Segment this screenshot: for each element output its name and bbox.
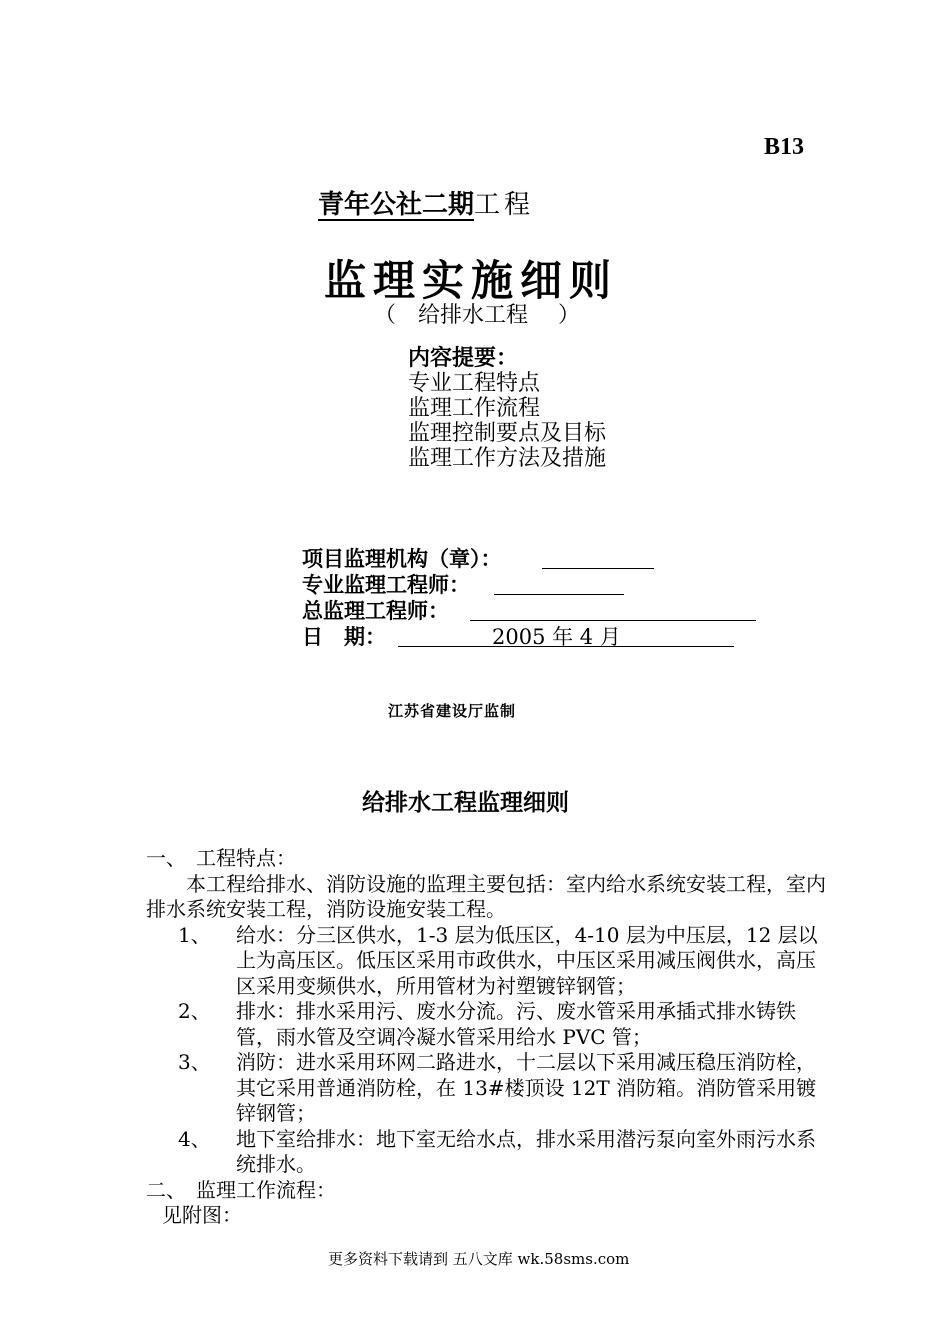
- date-label: 日 期：: [302, 624, 386, 649]
- subtitle-close-paren: ）: [558, 303, 581, 328]
- summary-heading: 内容提要：: [408, 345, 519, 371]
- chief-row: [302, 598, 502, 624]
- specialist-row: [302, 572, 502, 598]
- project-name: 青年公社二期: [318, 190, 475, 220]
- list-item: [146, 1127, 826, 1178]
- section-1-heading: 一、 工程特点：: [146, 846, 296, 870]
- summary-item: 监理控制要点及目标: [408, 421, 607, 446]
- section-title: 给排水工程监理细则: [362, 790, 569, 816]
- list-item-number: 3、: [178, 1050, 211, 1074]
- document-code: B13: [764, 134, 805, 160]
- project-suffix: 工程: [474, 190, 535, 220]
- list-item-number: 2、: [178, 999, 211, 1023]
- date-value: 2005 年 4 月: [492, 625, 621, 649]
- summary-item: 监理工作流程: [408, 396, 541, 421]
- org-label: 项目监理机构（章）：: [302, 546, 502, 571]
- chief-blank-line: [470, 598, 756, 621]
- summary-item: 监理工作方法及措施: [408, 446, 607, 471]
- signature-block: [302, 546, 621, 650]
- document-body: [146, 846, 826, 1229]
- issuer: 江苏省建设厅监制: [388, 702, 517, 720]
- list-item-text: 消防：进水采用环网二路进水，十二层以下采用减压稳压消防栓，其它采用普通消防栓，在 13#楼顶设 12T 消防箱。消防管采用镀锌钢管；: [236, 1050, 817, 1125]
- list-item-number: 4、: [178, 1126, 211, 1151]
- list-item: [146, 923, 826, 1000]
- list-item-number: 1、: [178, 922, 211, 947]
- main-title: 监理实施细则: [324, 256, 619, 305]
- org-row: [302, 546, 502, 572]
- list-item-text: 给水：分三区供水，1-3 层为低压区，4-10 层为中压层，12 层以上为高压区。低压区采用市政供水，中压区采用减压阀供水，高压区采用变频供水，所用管材为衬塑镀锌钢管；: [236, 922, 818, 998]
- section-2-text: 见附图：: [162, 1203, 242, 1227]
- org-blank-line: [542, 546, 654, 569]
- chief-label: 总监理工程师：: [302, 598, 449, 623]
- specialist-blank-line: [494, 572, 624, 595]
- date-row: [302, 624, 621, 650]
- section-2-heading: 二、 监理工作流程：: [146, 1177, 336, 1202]
- project-name-line: [318, 184, 534, 221]
- subtitle-open-paren: （: [374, 303, 397, 328]
- list-item-text: 排水：排水采用污、废水分流。污、废水管采用承插式排水铸铁管，雨水管及空调冷凝水管采用给水 PVC 管；: [236, 999, 796, 1049]
- list-item: [146, 1050, 826, 1127]
- list-item: [146, 999, 826, 1050]
- content-summary: [408, 346, 606, 471]
- section-1-intro: 本工程给排水、消防设施的监理主要包括：室内给水系统安装工程，室内排水系统安装工程，消防设施安装工程。: [146, 871, 826, 921]
- footer-download-link[interactable]: 更多资料下载请到 五八文库 wk.58sms.com: [328, 1250, 630, 1268]
- list-item-text: 地下室给排水：地下室无给水点，排水采用潜污泵向室外雨污水系统排水。: [236, 1126, 816, 1176]
- specialist-label: 专业监理工程师：: [302, 572, 470, 597]
- summary-item: 专业工程特点: [408, 371, 541, 396]
- subtitle-text: 给排水工程: [418, 303, 529, 328]
- subtitle: [374, 298, 580, 329]
